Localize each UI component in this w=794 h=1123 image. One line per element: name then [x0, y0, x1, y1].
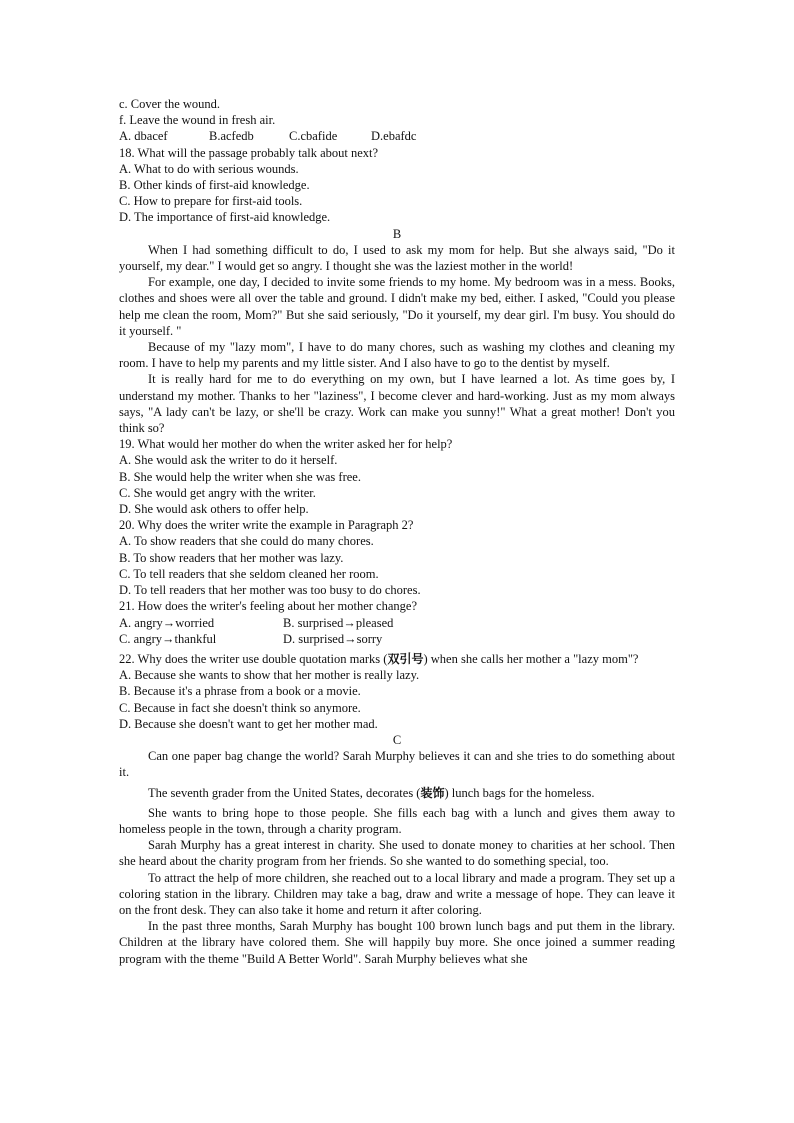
passage-paragraph: To attract the help of more children, she reached out to a local library and made a program. They set up a coloring station in the library. Children may take a bag, draw and write a message of hope. They can leave it on the front desk. They can also take it home and return it after coloring.: [119, 870, 675, 917]
option: B. surprised→pleased: [283, 615, 394, 630]
option: D. Because she doesn't want to get her mother mad.: [119, 716, 378, 731]
passage-paragraph: For example, one day, I decided to invite some friends to my home. My bedroom was in a mess. Books, clothes and shoes were all over the table and ground. I didn't make my bed, either. I asked, "Could you please help me clean the room, Mom?" But she said seriously, "Do it yourself, my dear girl. I'm busy. You should do it yourself. ": [119, 275, 675, 338]
option: C.cbafide: [289, 129, 338, 144]
passage-paragraph: Sarah Murphy has a great interest in charity. She used to donate money to charities at her school. Then she heard about the charity program from her friends. So she wanted to do something special, too.: [119, 838, 675, 869]
exam-page: [119, 96, 675, 967]
option: C. She would get angry with the writer.: [119, 485, 316, 500]
option: A. angry→worried: [119, 615, 215, 630]
passage-paragraph: Can one paper bag change the world? Sarah Murphy believes it can and she tries to do something about it.: [119, 749, 675, 780]
option: D.ebafdc: [371, 129, 417, 144]
question-stem: 19. What would her mother do when the writer asked her for help?: [119, 437, 453, 452]
option: A. Because she wants to show that her mother is really lazy.: [119, 668, 420, 683]
q21-options-row: [119, 631, 675, 647]
option: A. What to do with serious wounds.: [119, 161, 299, 176]
step-item: c. Cover the wound.: [119, 97, 221, 111]
passage-paragraph: Because of my "lazy mom", I have to do many chores, such as washing my clothes and cleaning my room. I have to help my parents and my little sister. And I also have to go to the dentist by myself.: [119, 340, 675, 371]
question-stem: 21. How does the writer's feeling about her mother change?: [119, 599, 417, 614]
stem-text: ) when she calls her mother a "lazy mom"?: [423, 651, 639, 666]
passage-paragraph: She wants to bring hope to those people. She fills each bag with a lunch and gives them away to homeless people in the town, through a charity program.: [119, 805, 675, 836]
option: D. The importance of first-aid knowledge.: [119, 210, 331, 225]
option: B.acfedb: [209, 129, 254, 144]
passage-paragraph: When I had something difficult to do, I used to ask my mom for help. But she always said, "Do it yourself, my dear." I would get so angry. I thought she was the laziest mother in the world!: [119, 242, 675, 274]
option: C. Because in fact she doesn't think so anymore.: [119, 700, 361, 715]
q17-options: [119, 128, 675, 144]
step-item: f. Leave the wound in fresh air.: [119, 113, 276, 128]
option: D. surprised→sorry: [283, 631, 383, 646]
q21-options-row: [119, 615, 675, 631]
question-stem: 20. Why does the writer write the example in Paragraph 2?: [119, 518, 414, 533]
chinese-gloss: 双引号: [387, 651, 424, 666]
option: B. Because it's a phrase from a book or a movie.: [119, 684, 361, 699]
option: A. She would ask the writer to do it herself.: [119, 453, 338, 468]
question-stem: [119, 651, 675, 667]
option: B. Other kinds of first-aid knowledge.: [119, 178, 310, 193]
section-label-c: C: [392, 732, 402, 747]
stem-text: 22. Why does the writer use double quotation marks (: [119, 651, 388, 666]
passage-paragraph: It is really hard for me to do everything on my own, but I have learned a lot. As time goes by, I understand my mother. Thanks to her "laziness", I become clever and hard-working. Just as my mom always says, "A lady can't be lazy, or she'll be crazy. Work can make you sunny!" What a great mother! Don't you think so?: [119, 372, 675, 436]
option: C. angry→thankful: [119, 631, 217, 646]
option: C. To tell readers that she seldom cleaned her room.: [119, 566, 379, 581]
option: A. dbacef: [119, 129, 168, 144]
section-label-b: B: [392, 226, 402, 241]
passage-paragraph: In the past three months, Sarah Murphy has bought 100 brown lunch bags and put them in the library. Children at the library have colored them. She will happily buy more. She once joined a summer reading program with the theme "Build A Better World". Sarah Murphy believes what she: [119, 919, 675, 966]
option: D. She would ask others to offer help.: [119, 502, 309, 517]
option: C. How to prepare for first-aid tools.: [119, 194, 303, 209]
option: B. To show readers that her mother was lazy.: [119, 550, 344, 565]
option: D. To tell readers that her mother was too busy to do chores.: [119, 583, 421, 598]
option: B. She would help the writer when she was free.: [119, 469, 361, 484]
chinese-gloss: 装饰: [420, 785, 445, 800]
para-text: ) lunch bags for the homeless.: [444, 785, 595, 800]
option: A. To show readers that she could do many chores.: [119, 534, 374, 549]
passage-paragraph: [119, 785, 675, 801]
question-stem: 18. What will the passage probably talk about next?: [119, 145, 379, 160]
para-text: The seventh grader from the United States, decorates (: [148, 785, 421, 800]
